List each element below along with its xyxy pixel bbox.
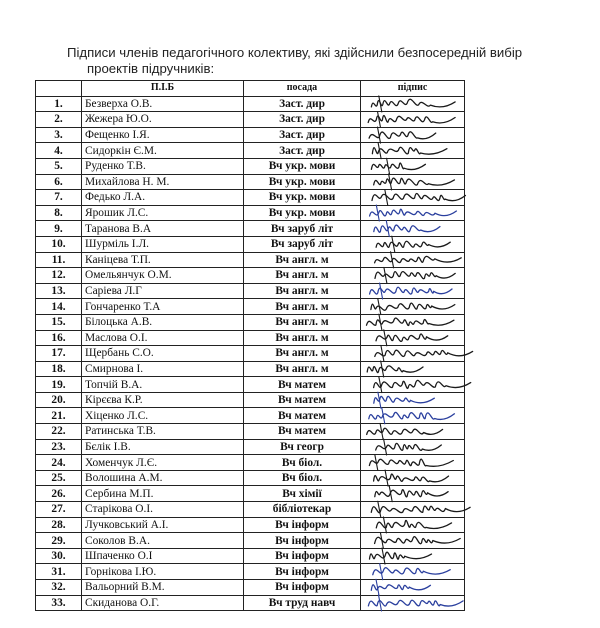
- row-position: Вч матем: [244, 377, 361, 393]
- row-signature: [361, 205, 465, 221]
- row-position: Вч англ. м: [244, 346, 361, 362]
- row-number: 21.: [36, 408, 82, 424]
- row-position: Вч інформ: [244, 517, 361, 533]
- row-position: Вч укр. мови: [244, 190, 361, 206]
- row-name: Каніцева Т.П.: [82, 252, 244, 268]
- table-row: [36, 439, 465, 455]
- row-name: Скиданова О.Г.: [82, 595, 244, 611]
- row-signature: [361, 502, 465, 518]
- row-signature: [361, 221, 465, 237]
- row-number: 28.: [36, 517, 82, 533]
- row-position: Вч англ. м: [244, 314, 361, 330]
- row-name: Соколов В.А.: [82, 533, 244, 549]
- row-signature: [361, 314, 465, 330]
- row-position: Вч англ. м: [244, 268, 361, 284]
- row-signature: [361, 517, 465, 533]
- table-row: [36, 595, 465, 611]
- row-number: 2.: [36, 112, 82, 128]
- row-number: 12.: [36, 268, 82, 284]
- row-position: Вч англ. м: [244, 361, 361, 377]
- row-signature: [361, 377, 465, 393]
- document-heading: [67, 45, 547, 77]
- row-signature: [361, 283, 465, 299]
- row-name: Шпаченко О.І: [82, 548, 244, 564]
- row-position: Вч англ. м: [244, 252, 361, 268]
- header-position: посада: [244, 81, 361, 97]
- row-signature: [361, 392, 465, 408]
- row-number: 26.: [36, 486, 82, 502]
- row-name: Сербина М.П.: [82, 486, 244, 502]
- row-signature: [361, 439, 465, 455]
- row-signature: [361, 112, 465, 128]
- row-name: Щербань С.О.: [82, 346, 244, 362]
- row-signature: [361, 236, 465, 252]
- row-name: Безверха О.В.: [82, 96, 244, 112]
- header-signature: підпис: [361, 81, 465, 97]
- row-name: Омельянчук О.М.: [82, 268, 244, 284]
- table-row: [36, 408, 465, 424]
- table-row: [36, 502, 465, 518]
- table-row: [36, 174, 465, 190]
- row-signature: [361, 408, 465, 424]
- row-signature: [361, 96, 465, 112]
- row-name: Хіценко Л.С.: [82, 408, 244, 424]
- row-signature: [361, 158, 465, 174]
- table-row: [36, 377, 465, 393]
- table-row: [36, 455, 465, 471]
- row-name: Смирнова І.: [82, 361, 244, 377]
- table-row: [36, 221, 465, 237]
- row-number: 8.: [36, 205, 82, 221]
- row-name: Ратинська Т.В.: [82, 424, 244, 440]
- row-number: 15.: [36, 314, 82, 330]
- row-number: 18.: [36, 361, 82, 377]
- row-name: Хоменчук Л.Є.: [82, 455, 244, 471]
- row-number: 20.: [36, 392, 82, 408]
- row-signature: [361, 580, 465, 596]
- row-name: Старікова О.І.: [82, 502, 244, 518]
- row-name: Шурміль І.Л.: [82, 236, 244, 252]
- row-number: 5.: [36, 158, 82, 174]
- table-row: [36, 268, 465, 284]
- table-row: [36, 190, 465, 206]
- row-position: Вч англ. м: [244, 330, 361, 346]
- row-signature: [361, 564, 465, 580]
- row-position: Вч укр. мови: [244, 158, 361, 174]
- table-row: [36, 158, 465, 174]
- row-name: Лучковський А.І.: [82, 517, 244, 533]
- heading-line-2: проектів підручників:: [87, 61, 215, 76]
- table-row: [36, 392, 465, 408]
- row-position: Заст. дир: [244, 127, 361, 143]
- row-number: 10.: [36, 236, 82, 252]
- row-name: Таранова В.А: [82, 221, 244, 237]
- row-name: Руденко Т.В.: [82, 158, 244, 174]
- row-signature: [361, 299, 465, 315]
- row-position: Заст. дир: [244, 112, 361, 128]
- row-signature: [361, 190, 465, 206]
- table-row: [36, 564, 465, 580]
- heading-line-1: Підписи членів педагогічного колективу, які здійснили безпосередній вибір: [67, 45, 523, 60]
- row-name: Саріева Л.Г: [82, 283, 244, 299]
- row-position: Вч геогр: [244, 439, 361, 455]
- row-position: Вч труд навч: [244, 595, 361, 611]
- row-signature: [361, 127, 465, 143]
- row-number: 14.: [36, 299, 82, 315]
- row-position: Вч матем: [244, 408, 361, 424]
- row-number: 24.: [36, 455, 82, 471]
- row-position: Вч матем: [244, 424, 361, 440]
- table-row: [36, 486, 465, 502]
- row-number: 29.: [36, 533, 82, 549]
- row-position: Заст. дир: [244, 96, 361, 112]
- table-row: [36, 330, 465, 346]
- row-number: 30.: [36, 548, 82, 564]
- table-row: [36, 424, 465, 440]
- row-position: Вч англ. м: [244, 283, 361, 299]
- row-name: Горнікова І.Ю.: [82, 564, 244, 580]
- table-row: [36, 252, 465, 268]
- table-body: [36, 96, 465, 611]
- table-row: [36, 143, 465, 159]
- row-position: Вч англ. м: [244, 299, 361, 315]
- table-row: [36, 517, 465, 533]
- table-row: [36, 470, 465, 486]
- row-signature: [361, 486, 465, 502]
- row-signature: [361, 330, 465, 346]
- row-number: 3.: [36, 127, 82, 143]
- table-row: [36, 96, 465, 112]
- row-name: Михайлова Н. М.: [82, 174, 244, 190]
- row-position: Вч біол.: [244, 455, 361, 471]
- row-number: 11.: [36, 252, 82, 268]
- row-number: 23.: [36, 439, 82, 455]
- row-name: Фещенко І.Я.: [82, 127, 244, 143]
- row-number: 4.: [36, 143, 82, 159]
- row-position: Заст. дир: [244, 143, 361, 159]
- row-number: 7.: [36, 190, 82, 206]
- row-position: Вч заруб літ: [244, 221, 361, 237]
- row-signature: [361, 268, 465, 284]
- row-name: Маслова О.І.: [82, 330, 244, 346]
- row-position: Вч інформ: [244, 580, 361, 596]
- row-signature: [361, 361, 465, 377]
- row-name: Бєлік І.В.: [82, 439, 244, 455]
- row-signature: [361, 346, 465, 362]
- row-name: Вальорний В.М.: [82, 580, 244, 596]
- row-signature: [361, 424, 465, 440]
- row-position: Вч інформ: [244, 564, 361, 580]
- table-row: [36, 236, 465, 252]
- row-signature: [361, 174, 465, 190]
- table-row: [36, 533, 465, 549]
- row-number: 25.: [36, 470, 82, 486]
- row-name: Жежера Ю.О.: [82, 112, 244, 128]
- row-position: Вч хімії: [244, 486, 361, 502]
- table-row: [36, 548, 465, 564]
- table-header-row: [36, 81, 465, 97]
- header-number: [36, 81, 82, 97]
- row-name: Ярошик Л.С.: [82, 205, 244, 221]
- row-position: Вч укр. мови: [244, 174, 361, 190]
- row-position: Вч укр. мови: [244, 205, 361, 221]
- row-signature: [361, 143, 465, 159]
- row-position: бібліотекар: [244, 502, 361, 518]
- row-signature: [361, 470, 465, 486]
- row-number: 31.: [36, 564, 82, 580]
- row-number: 9.: [36, 221, 82, 237]
- row-position: Вч матем: [244, 392, 361, 408]
- table-row: [36, 299, 465, 315]
- row-name: Сидоркін Є.М.: [82, 143, 244, 159]
- row-name: Гончаренко Т.А: [82, 299, 244, 315]
- row-name: Федько Л.А.: [82, 190, 244, 206]
- row-name: Волошина А.М.: [82, 470, 244, 486]
- table-row: [36, 361, 465, 377]
- row-position: Вч заруб літ: [244, 236, 361, 252]
- row-position: Вч інформ: [244, 548, 361, 564]
- table-row: [36, 283, 465, 299]
- row-name: Кірєєва К.Р.: [82, 392, 244, 408]
- table-row: [36, 205, 465, 221]
- row-number: 19.: [36, 377, 82, 393]
- table-row: [36, 580, 465, 596]
- row-number: 33.: [36, 595, 82, 611]
- row-position: Вч інформ: [244, 533, 361, 549]
- row-number: 32.: [36, 580, 82, 596]
- row-position: Вч біол.: [244, 470, 361, 486]
- table-row: [36, 346, 465, 362]
- row-number: 16.: [36, 330, 82, 346]
- row-number: 6.: [36, 174, 82, 190]
- row-number: 1.: [36, 96, 82, 112]
- row-number: 27.: [36, 502, 82, 518]
- row-name: Топчій В.А.: [82, 377, 244, 393]
- row-signature: [361, 455, 465, 471]
- table-row: [36, 127, 465, 143]
- table-row: [36, 314, 465, 330]
- table-row: [36, 112, 465, 128]
- row-signature: [361, 548, 465, 564]
- row-name: Білоцька А.В.: [82, 314, 244, 330]
- row-signature: [361, 533, 465, 549]
- row-signature: [361, 595, 465, 611]
- row-signature: [361, 252, 465, 268]
- signatures-table: [35, 80, 465, 611]
- header-name: П.І.Б: [82, 81, 244, 97]
- row-number: 22.: [36, 424, 82, 440]
- row-number: 13.: [36, 283, 82, 299]
- row-number: 17.: [36, 346, 82, 362]
